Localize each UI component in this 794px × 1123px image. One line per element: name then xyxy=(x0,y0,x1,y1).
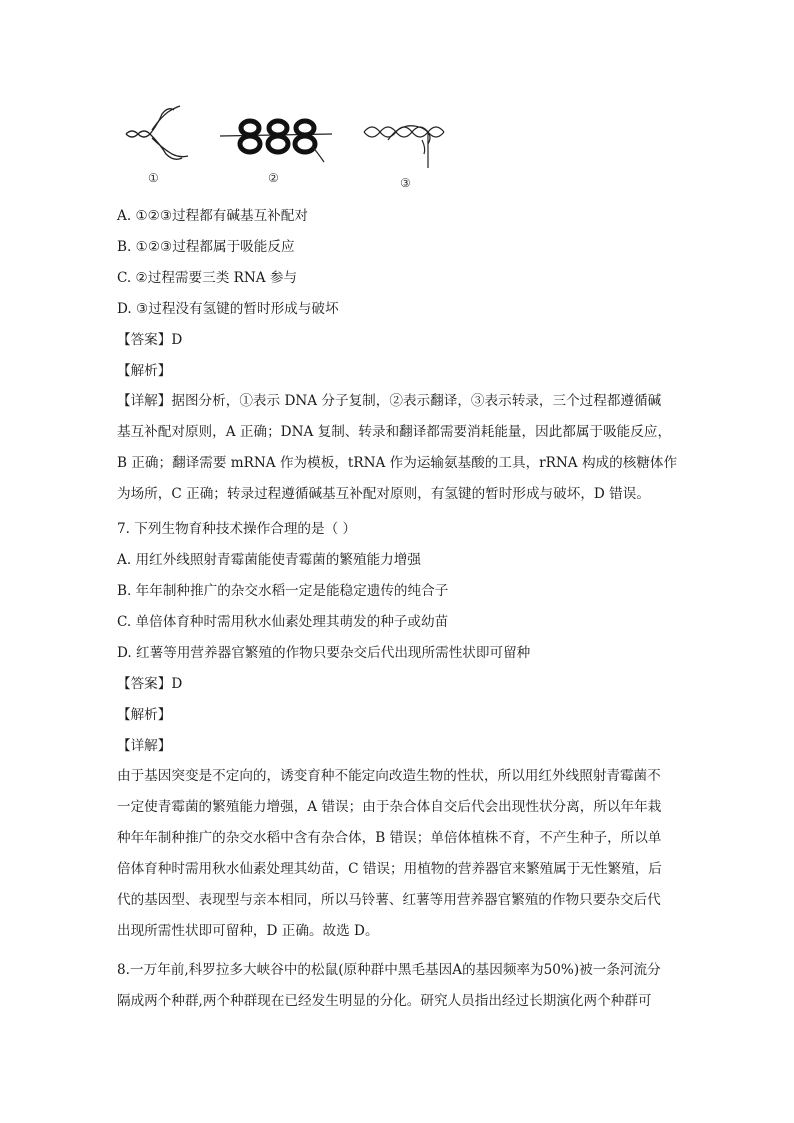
q6-detail-line: 为场所，C 正确；转录过程遵循碱基互补配对原则，有氢键的暂时形成与破坏，D 错误。 xyxy=(117,486,650,502)
q7-detail-heading: 【详解】 xyxy=(117,738,172,754)
q6-option-b: B. ①②③过程都属于吸能反应 xyxy=(117,239,295,255)
q8-line: 隔成两个种群,两个种群现在已经发生明显的分化。研究人员指出经过长期演化两个种群可 xyxy=(117,993,652,1009)
figure-label-2: ② xyxy=(268,171,279,185)
q7-answer: 【答案】D xyxy=(117,676,183,692)
q6-analysis-heading: 【解析】 xyxy=(117,363,172,379)
q7-option-b: B. 年年制种推广的杂交水稻一定是能稳定遗传的纯合子 xyxy=(117,583,449,599)
q7-detail-line: 一定使青霉菌的繁殖能力增强，A 错误；由于杂合体自交后代会出现性状分离，所以年年栽 xyxy=(117,799,662,815)
q6-detail-line: 基互补配对原则，A 正确；DNA 复制、转录和翻译都需要消耗能量，因此都属于吸能反应， xyxy=(117,424,672,440)
q7-detail-line: 由于基因突变是不定向的，诱变育种不能定向改造生物的性状，所以用红外线照射青霉菌不 xyxy=(117,768,661,784)
q7-detail-line: 代的基因型、表现型与亲本相同，所以马铃薯、红薯等用营养器官繁殖的作物只要杂交后代 xyxy=(117,892,661,908)
q7-question: 7. 下列生物育种技术操作合理的是（ ） xyxy=(117,521,357,537)
q7-detail-line: 出现所需性状即可留种，D 正确。故选 D。 xyxy=(117,923,379,939)
figure-label-1: ① xyxy=(148,171,159,185)
transcription-icon xyxy=(362,118,448,174)
q7-option-d: D. 红薯等用营养器官繁殖的作物只要杂交后代出现所需性状即可留种 xyxy=(117,645,531,661)
dna-replication-icon xyxy=(122,104,194,166)
q8-text xyxy=(117,955,677,1017)
q7-analysis-heading: 【解析】 xyxy=(117,707,172,723)
q7-detail-line: 倍体育种时需用秋水仙素处理其幼苗，C 错误；用植物的营养器官来繁殖属于无性繁殖，后 xyxy=(117,861,662,877)
q8-line: 8.一万年前,科罗拉多大峡谷中的松鼠(原种群中黑毛基因A的基因频率为50%)被一条河流分 xyxy=(117,962,661,978)
figure-transcription xyxy=(362,118,448,174)
q7-option-a: A. 用红外线照射青霉菌能使青霉菌的繁殖能力增强 xyxy=(117,552,421,568)
q7-detail xyxy=(117,761,677,947)
q6-option-c: C. ②过程需要三类 RNA 参与 xyxy=(117,270,298,286)
q6-answer: 【答案】D xyxy=(117,332,183,348)
q6-option-d: D. ③过程没有氢键的暂时形成与破坏 xyxy=(117,301,339,317)
translation-icon xyxy=(220,112,332,168)
q6-option-a: A. ①②③过程都有碱基互补配对 xyxy=(117,208,308,224)
q6-detail-line: 【详解】据图分析，①表示 DNA 分子复制，②表示翻译，③表示转录，三个过程都遵循碱 xyxy=(117,393,662,409)
q7-detail-line: 种年年制种推广的杂交水稻中含有杂合体，B 错误；单倍体植株不育，不产生种子，所以单 xyxy=(117,830,662,846)
q6-detail-line: B 正确；翻译需要 mRNA 作为模板，tRNA 作为运输氨基酸的工具，rRNA 构成的核糖体作 xyxy=(117,455,678,471)
q6-detail xyxy=(117,386,677,510)
figure-label-3: ③ xyxy=(400,176,411,190)
q7-option-c: C. 单倍体育种时需用秋水仙素处理其萌发的种子或幼苗 xyxy=(117,614,449,630)
figure-dna-replication xyxy=(122,104,194,166)
figure-translation xyxy=(220,112,332,168)
